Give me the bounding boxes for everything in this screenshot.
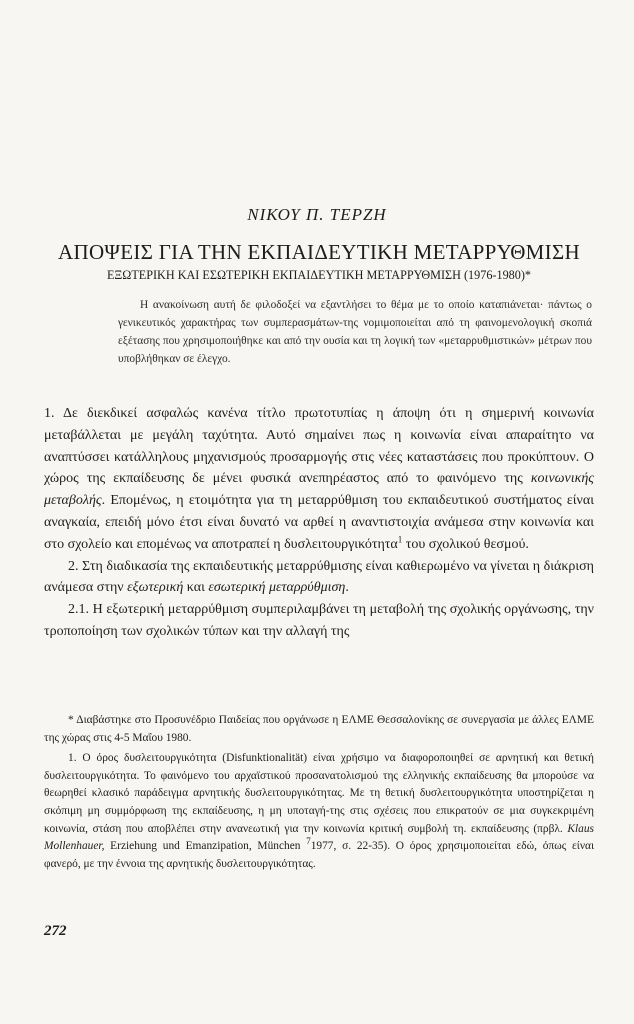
article-title: ΑΠΟΨΕΙΣ ΓΙΑ ΤΗΝ ΕΚΠΑΙΔΕΥΤΙΚΗ ΜΕΤΑΡΡΥΘΜΙΣΗ <box>58 240 580 264</box>
footnote-ref-1: 1 <box>397 534 403 545</box>
paragraph-1-text-a: 1. Δε διεκδικεί ασφαλώς κανένα τίτλο πρωτοτυπίας η άποψη ότι η σημερινή κοινωνία μεταβάλλεται με μεγάλη ταχύτητα. Αυτό σημαίνει πως η κοινωνία είναι απαραίτητο να αναπτύσσει κατάλληλους μηχανισμούς προσαρμογής στις νέες καταστάσεις που προκύπτουν. Ο χώρος της εκπαίδευσης δε μένει φυσικά ανεπηρέαστος από το φαινόμενο της <box>44 406 594 487</box>
body-text <box>44 403 594 643</box>
article-subtitle: ΕΞΩΤΕΡΙΚΗ ΚΑΙ ΕΣΩΤΕΡΙΚΗ ΕΚΠΑΙΔΕΥΤΙΚΗ ΜΕΤΑΡΡΥΘΜΙΣΗ (1976-1980)* <box>106 268 532 282</box>
paragraph-2-text-a: 2. Στη διαδικασία της εκπαιδευτικής μεταρρύθμισης είναι καθιερωμένο να γίνεται η διάκριση ανάμεσα στην <box>44 558 594 596</box>
paragraph-2-emphasis-2: εσωτερική μεταρρύθμιση <box>208 580 346 596</box>
paragraph-3: 2.1. Η εξωτερική μεταρρύθμιση συμπεριλαμβάνει τη μεταβολή της σχολικής οργάνωσης, την τροποποίηση των σχολικών τύπων και την αλλαγή της <box>44 602 594 639</box>
paragraph-1-emphasis: κοινωνικής μεταβολής <box>44 471 594 509</box>
footnotes <box>44 712 594 876</box>
footnote-1-text-b: Erziehung und Emanzipation, München <box>104 840 307 853</box>
footnote-1-text-c: 1977, σ. 22-35). Ο όρος χρησιμοποιείται εδώ, όπως είναι φανερό, με την έννοια της αρνητικής δυσλειτουργικότητας. <box>44 840 595 870</box>
paragraph-2 <box>44 556 594 600</box>
paragraph-2-text-mid: και <box>183 580 209 596</box>
page-number: 272 <box>44 923 67 939</box>
paragraph-1-text-c: του σχολικού θεσμού. <box>402 536 529 552</box>
paragraph-1-text-b: . Επομένως, η ετοιμότητα για τη μεταρρύθμιση του εκπαιδευτικού συστήματος είναι αναγκαία, επειδή μόνο έτσι είναι δυνατό να αρθεί η αναντιστοιχία ανάμεσα στην κοινωνία και στο σχολείο και επομένως να αποτραπεί η δυσλειτουργικότητα <box>44 493 594 552</box>
paragraph-2-emphasis-1: εξωτερική <box>127 580 184 596</box>
abstract: Η ανακοίνωση αυτή δε φιλοδοξεί να εξαντλήσει το θέμα με το οποίο καταπιάνεται· πάντως ο γενικευτικός χαρακτήρας των συμπερασμάτων-της νομιμοποιείται από τη φαινομενολογική σκοπιά εξέτασης που χρησιμοποιήθηκε και από την ουσία και τη λογική των «μεταρρυθμιστικών» μέτρων που υποβλήθηκαν σε έλεγχο. <box>118 299 592 365</box>
author-name: ΝΙΚΟΥ Π. ΤΕΡΖΗ <box>247 205 387 224</box>
footnote-1 <box>44 750 594 873</box>
paragraph-1 <box>44 403 594 556</box>
footnote-1-author: Klaus Mollenhauer, <box>44 822 594 853</box>
footnote-star: * Διαβάστηκε στο Προσυνέδριο Παιδείας που οργάνωσε η ΕΛΜΕ Θεσσαλονίκης σε συνεργασία με άλλες ΕΛΜΕ της χώρας στις 4-5 Μαΐου 1980. <box>44 714 594 744</box>
footnote-1-text-a: 1. Ο όρος δυσλειτουργικότητα (Disfunktionalität) είναι χρήσιμο να διαφοροποιηθεί σε αρνητική και θετική δυσλειτουργικότητα. Το φαινόμενο του αρχαϊστικού προσανατολισμού της ελληνικής εκπαίδευσης θα μπορούσε να θεωρηθεί κλασικό παράδειγμα αρνητικής δυσλειτουργικότητας. Με τη θετική δυσλειτουργικότητα υποστηρίζεται η σκόπιμη μη συμμόρφωση της εκπαίδευσης, η μη υποταγή-της στις σχέσεις που επικρατούν σε μια συγκεκριμένη κοινωνία, στάση που αποβλέπει στην ανανεωτική για την κοινωνία κριτική συμβολή τη. εκπαίδευσης (πρβλ. <box>44 752 594 835</box>
footnote-1-edition: 7 <box>306 836 311 847</box>
paragraph-2-text-end: . <box>345 580 349 596</box>
